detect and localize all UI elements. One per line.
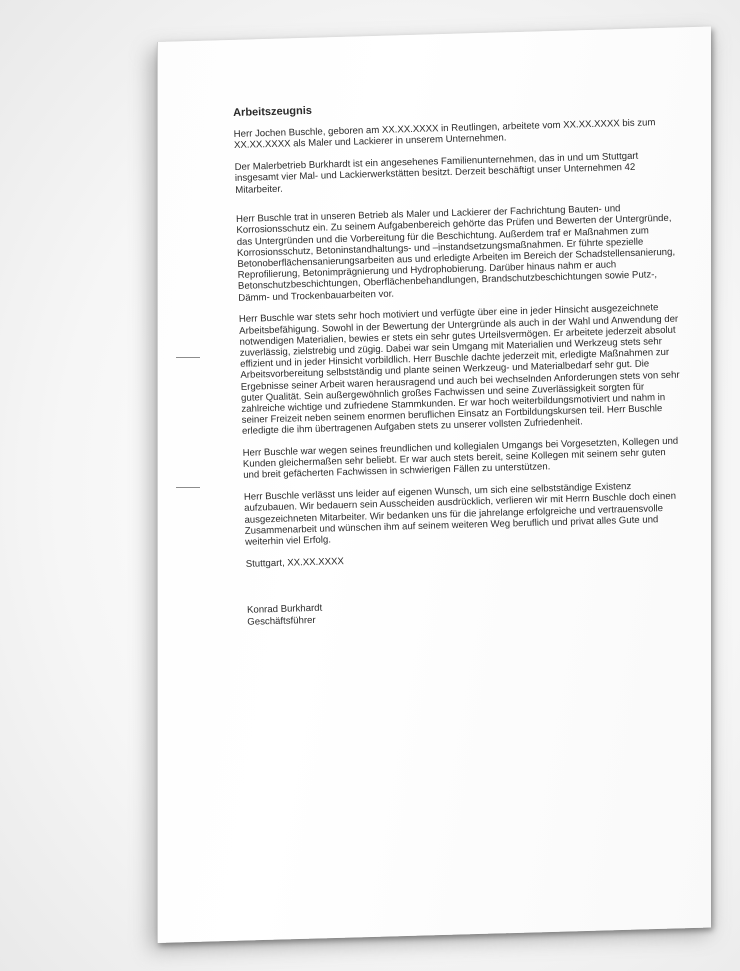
fold-mark-top <box>176 357 200 358</box>
paragraph-duties: Herr Buschle trat in unseren Betrieb als Maler und Lackierer der Fachrichtung Bauten- und Korrosionsschutz ein. Zu seinem Aufgabenbereich gehörte das Prüfen und Bewerten der Untergründe, das Untergründen und die Vorbereitung für die Beschichtung. Außerdem traf er Maßnahmen zum Korrosionsschutz, Betoninstandhaltungs- und –instandsetzungsmaßnahmen. Er führte spezielle Betonoberflächensanierungsarbeiten aus und erledigte Arbeiten im Bereich der Schadstellensanierung, Reprofilierung, Betonimprägnierung und Hydrophobierung. Darüber hinaus nahm er auch Betonschutzbeschichtungen, Oberflächenbehandlungen, Brandschutzbeschichtungen sowie Putz-, Dämm- und Trockenbauarbeiten vor. <box>235 203 676 304</box>
letter-content <box>233 96 687 628</box>
document-title: Arbeitszeugnis <box>232 104 313 119</box>
signer-name: Konrad Burkhardt <box>246 603 323 617</box>
paragraph-company: Der Malerbetrieb Burkhardt ist ein angesehenes Familienunternehmen, das in und um Stuttgart insgesamt vier Mal- und Lackierwerkstätten besitzt. Derzeit beschäftigt unser Unternehmen 42 Mitarbeiter. <box>234 150 639 196</box>
fold-mark-bottom <box>176 487 200 488</box>
paragraph-intro: Herr Jochen Buschle, geboren am XX.XX.XXXX in Reutlingen, arbeitete vom XX.XX.XXXX bis zum XX.XX.XXXX als Maler und Lackierer in unserem Unternehmen. <box>233 117 656 152</box>
signer-role: Geschäftsführer <box>247 614 316 628</box>
paragraph-conduct: Herr Buschle war wegen seines freundlichen und kollegialen Umgangs bei Vorgesetzten, Kollegen und Kunden gleichermaßen sehr beliebt. Er war auch stets bereit, seine Kollegen mit seinem sehr guten und breit gefächerten Fachwissen in schwierigen Fällen zu unterstützen. <box>242 435 679 482</box>
paragraph-closing: Herr Buschle verlässt uns leider auf eigenen Wunsch, um sich eine selbstständige Existenz aufzubauen. Wir bedauern sein Ausscheiden ausdrücklich, verlieren wir mit Herrn Buschle doch einen ausgezeichneten Mitarbeiter. Wir bedanken uns für die jahrelange erfolgreiche und vertrauensvolle Zusammenarbeit und wünschen ihm auf seinem weiteren Weg beruflich und privat alles Gute und weiterhin viel Erfolg. <box>243 481 677 548</box>
paragraph-performance: Herr Buschle war stets sehr hoch motiviert und verfügte über eine in jeder Hinsicht ausgezeichnete Arbeitsbefähigung. Sowohl in der Bewertung der Untergründe als auch in der Wahl und Anwendung der notwendigen Materialien, bewies er stets ein sehr gutes Urteilsvermögen. Er arbeitete jederzeit absolut zuverlässig, zielstrebig und zügig. Dabei war sein Umgang mit Materialien und Werkzeug stets sehr effizient und in jeder Hinsicht vorbildlich. Herr Buschle dachte jederzeit mit, erledigte Maßnahmen zur Arbeitsvorbereitung selbstständig und plante seinen Werkzeug- und Materialbedarf sehr gut. Die Ergebnisse seiner Arbeit waren herausragend und auch bei wechselnden Anforderungen stets von sehr guter Qualität. Sein außergewöhnlich großes Fachwissen und seine Zuverlässigkeit sorgten für zahlreiche wichtige und zufriedene Stammkunden. Er war hoch weiterbildungsmotiviert und nahm in seiner Freizeit neben seinem enormen beruflichen Einsatz an Fortbildungskursen teil. Herr Buschle erledigte die ihm übertragenen Aufgaben stets zu unserer vollsten Zufriedenheit. <box>238 302 680 438</box>
place-date: Stuttgart, XX.XX.XXXX <box>245 555 344 570</box>
